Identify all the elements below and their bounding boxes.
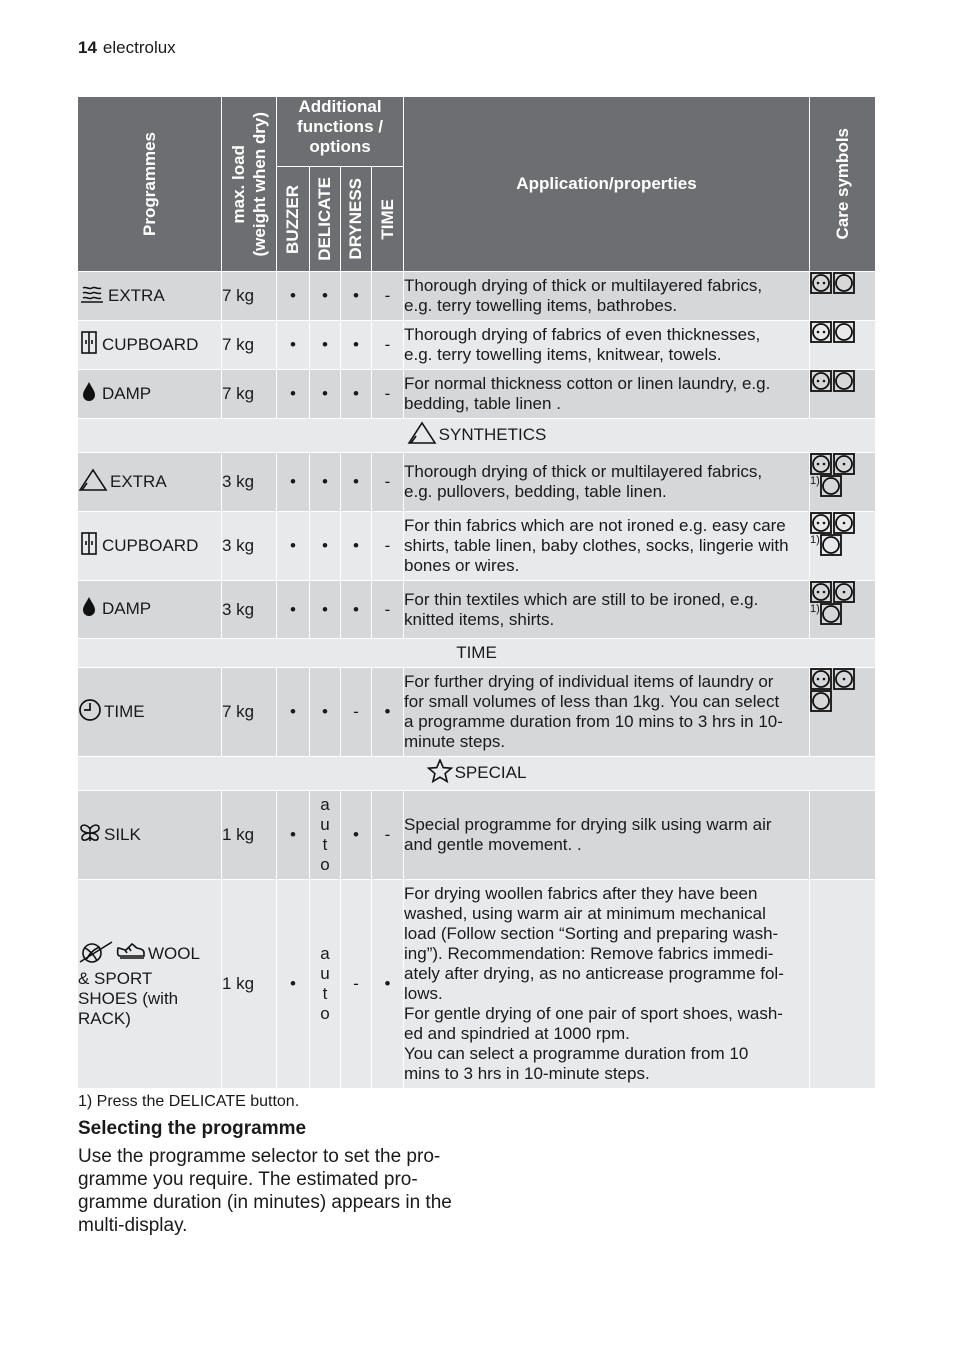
time-option: - bbox=[372, 321, 404, 370]
section-heading: Selecting the programme bbox=[78, 1118, 307, 1139]
time-option: - bbox=[372, 791, 404, 880]
buzzer-option: • bbox=[277, 321, 310, 370]
tumble-dry-low-icon: 1) bbox=[810, 453, 875, 497]
max-load: 3 kg bbox=[222, 581, 277, 639]
programme-name: CUPBOARD bbox=[102, 535, 199, 555]
application-text: For normal thickness cotton or linen laundry, e.g. bedding, table linen . bbox=[404, 370, 810, 419]
application-text: For further drying of individual items of laundry or for small volumes of less than 1kg. You can select a programme duration from 10 mins to 3 hrs in 10- minute steps. bbox=[404, 668, 810, 757]
programme-name: EXTRA bbox=[108, 285, 165, 305]
tumble-dry-high-icon bbox=[810, 278, 856, 290]
dryness-option: - bbox=[341, 668, 372, 757]
max-load: 1 kg bbox=[222, 880, 277, 1089]
tumble-dry-icon bbox=[810, 668, 875, 712]
page-number: 14 bbox=[78, 38, 97, 57]
max-load: 1 kg bbox=[222, 791, 277, 880]
dryness-option: • bbox=[341, 581, 372, 639]
delicate-option: • bbox=[310, 453, 341, 512]
time-option: • bbox=[372, 668, 404, 757]
max-load: 7 kg bbox=[222, 370, 277, 419]
damp-drop-icon bbox=[78, 380, 100, 409]
section-label: SPECIAL bbox=[454, 762, 527, 782]
header-time: TIME bbox=[372, 167, 404, 272]
delicate-option: a u t o bbox=[310, 791, 341, 880]
programme-name: WOOL bbox=[148, 943, 200, 963]
table-row bbox=[78, 321, 876, 370]
programmes-table bbox=[77, 96, 876, 1089]
buzzer-option: • bbox=[277, 370, 310, 419]
table-row bbox=[78, 453, 876, 512]
time-option: - bbox=[372, 512, 404, 581]
header-application: Application/properties bbox=[404, 97, 810, 272]
delicate-option: • bbox=[310, 370, 341, 419]
damp-drop-icon bbox=[78, 595, 100, 624]
section-label: TIME bbox=[456, 643, 497, 662]
programme-name: EXTRA bbox=[110, 471, 167, 491]
tumble-dry-low-icon: 1) bbox=[810, 581, 875, 625]
max-load: 3 kg bbox=[222, 453, 277, 512]
programme-name: CUPBOARD bbox=[102, 334, 199, 354]
application-text: Thorough drying of thick or multilayered fabrics, e.g. terry towelling items, bathrobes. bbox=[404, 272, 810, 321]
footnote: 1) Press the DELICATE button. bbox=[78, 1093, 300, 1110]
buzzer-option: • bbox=[277, 668, 310, 757]
buzzer-option: • bbox=[277, 453, 310, 512]
dryness-option: • bbox=[341, 321, 372, 370]
cupboard-icon bbox=[78, 532, 100, 561]
header-programmes: Programmes bbox=[78, 97, 222, 272]
header-additional-functions: Additional functions / options bbox=[277, 97, 404, 167]
synthetics-icon bbox=[407, 421, 437, 450]
tumble-dry-low-icon: 1) bbox=[810, 512, 875, 556]
programme-name: DAMP bbox=[102, 383, 152, 403]
time-option: - bbox=[372, 581, 404, 639]
page-header bbox=[78, 38, 176, 58]
dryness-option: • bbox=[341, 791, 372, 880]
delicate-option: • bbox=[310, 668, 341, 757]
sport-shoe-icon bbox=[116, 940, 146, 969]
application-text: For thin fabrics which are not ironed e.g. easy care shirts, table linen, baby clothes, socks, lingerie with bones or wires. bbox=[404, 512, 810, 581]
clock-icon bbox=[78, 698, 102, 727]
delicate-option: • bbox=[310, 581, 341, 639]
buzzer-option: • bbox=[277, 581, 310, 639]
table-row bbox=[78, 581, 876, 639]
silk-butterfly-icon bbox=[78, 821, 102, 850]
application-text: Thorough drying of thick or multilayered fabrics, e.g. pullovers, bedding, table linen. bbox=[404, 453, 810, 512]
max-load: 7 kg bbox=[222, 668, 277, 757]
max-load: 7 kg bbox=[222, 272, 277, 321]
time-option: • bbox=[372, 880, 404, 1089]
delicate-option: • bbox=[310, 272, 341, 321]
max-load: 3 kg bbox=[222, 512, 277, 581]
dryness-option: • bbox=[341, 370, 372, 419]
buzzer-option: • bbox=[277, 880, 310, 1089]
delicate-option: • bbox=[310, 321, 341, 370]
table-row bbox=[78, 668, 876, 757]
header-care-symbols: Care symbols bbox=[810, 97, 876, 272]
delicate-option: a u t o bbox=[310, 880, 341, 1089]
header-delicate: DELICATE bbox=[310, 167, 341, 272]
synthetics-icon bbox=[78, 468, 108, 497]
section-paragraph: Use the programme selector to set the pro- gramme you require. The estimated pro- gramme duration (in minutes) appears in the multi-display. bbox=[78, 1146, 452, 1236]
application-text: Thorough drying of fabrics of even thicknesses, e.g. terry towelling items, knitwear, towels. bbox=[404, 321, 810, 370]
tumble-dry-high-icon bbox=[810, 327, 856, 339]
dryness-option: • bbox=[341, 272, 372, 321]
table-row bbox=[78, 512, 876, 581]
table-row bbox=[78, 791, 876, 880]
buzzer-option: • bbox=[277, 791, 310, 880]
cupboard-icon bbox=[78, 331, 100, 360]
application-text: Special programme for drying silk using warm air and gentle movement. . bbox=[404, 791, 810, 880]
wool-icon bbox=[78, 940, 114, 969]
section-row-special bbox=[78, 757, 876, 791]
time-option: - bbox=[372, 272, 404, 321]
max-load: 7 kg bbox=[222, 321, 277, 370]
section-row-time bbox=[78, 639, 876, 668]
delicate-option: • bbox=[310, 512, 341, 581]
programme-name: DAMP bbox=[102, 598, 152, 618]
table-row bbox=[78, 370, 876, 419]
section-row-synthetics bbox=[78, 419, 876, 453]
time-option: - bbox=[372, 453, 404, 512]
section-label: SYNTHETICS bbox=[438, 424, 547, 444]
dryness-option: • bbox=[341, 512, 372, 581]
application-text: For drying woollen fabrics after they have been washed, using warm air at minimum mechanical load (Follow section “Sorting and preparing wash- ing”). Recommendation: Remove fabrics immedi- ately after drying, as no anticrease programme fol- lows. For gentle drying of one pair of sport shoes, wash- ed and spindried at 1000 rpm. You can select a programme duration from 10 mins to 3 hrs in 10-minute steps. bbox=[404, 880, 810, 1089]
table-row: WOOL & SPORT SHOES (with RACK) 1 kg • a u t o - • For drying woollen fabrics after they have been washed, using warm air at minimum mechanical load (Follow section “Sorting and preparing wash- ing”). Recommendation: Remove fabrics immedi- ately after drying, as no anticrease programme fol- lows. For gentle drying of one pair of sport shoes, wash- ed and spindried at 1000 rpm. You can select a programme duration from 10 mins to 3 hrs in 10-minute steps. bbox=[78, 880, 876, 1089]
application-text: For thin textiles which are still to be ironed, e.g. knitted items, shirts. bbox=[404, 581, 810, 639]
header-buzzer: BUZZER bbox=[277, 167, 310, 272]
brand-name: electrolux bbox=[102, 38, 176, 57]
buzzer-option: • bbox=[277, 512, 310, 581]
header-max-load: max. load (weight when dry) bbox=[222, 97, 277, 272]
time-option: - bbox=[372, 370, 404, 419]
table-row bbox=[78, 272, 876, 321]
extra-dry-icon bbox=[78, 282, 106, 311]
buzzer-option: • bbox=[277, 272, 310, 321]
dryness-option: - bbox=[341, 880, 372, 1089]
header-dryness: DRYNESS bbox=[341, 167, 372, 272]
programme-name: TIME bbox=[104, 701, 145, 721]
star-icon bbox=[427, 759, 453, 788]
tumble-dry-high-icon bbox=[810, 376, 856, 388]
programme-name: SILK bbox=[104, 824, 141, 844]
dryness-option: • bbox=[341, 453, 372, 512]
